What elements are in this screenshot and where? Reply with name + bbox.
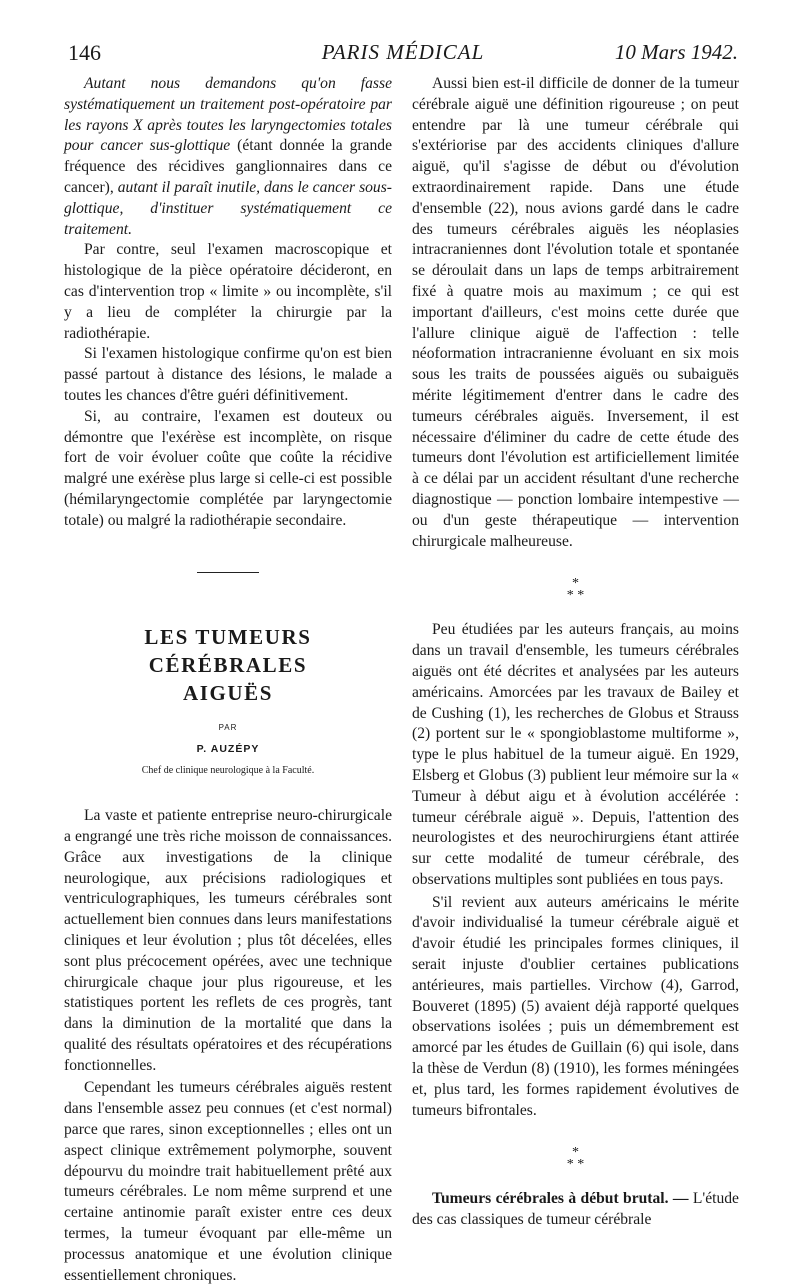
section-heading: Tumeurs cérébrales à début brutal. — xyxy=(432,1190,689,1208)
asterism-bottom: * * xyxy=(566,588,585,604)
article-title-line: AIGUËS xyxy=(182,680,274,705)
paragraph xyxy=(64,74,392,240)
left-column xyxy=(64,74,392,1286)
byline-author: P. AUZÉPY xyxy=(196,742,260,755)
page-number: 146 xyxy=(68,40,101,65)
paragraph: Si, au contraire, l'examen est douteux ou démontre que l'exérèse est incomplète, on risque fort de voir évoluer coûte que coûte la récidive malgré une exérèse plus large si celle-ci est possible (hémilaryngectomie complétée par laryngectomie totale) ou malgré la radiothérapie secondaire. xyxy=(64,407,392,529)
asterism xyxy=(412,578,739,602)
asterism xyxy=(412,1147,739,1171)
asterism-top: * xyxy=(572,576,579,592)
paragraph: La vaste et patiente entreprise neuro-chirurgicale a engrangé une très riche moisson de connaissances. Grâce aux investigations de la clinique neurologique, aux précisions radiologiques et ventriculographiques, les tumeurs cérébrales sont actuellement bien connues dans leurs manifestations cliniques et leur évolution ; plus tôt décelées, elles sont plus précocement opérées, avec une technique chirurgicale chaque jour plus rigoureuse, et les statistiques portent les reflets de ces progrès, tant dans la diminution de la mortalité que dans la qualité des résultats opératoires et des récupérations fonctionnelles. xyxy=(64,807,392,1074)
paragraph: Aussi bien est-il difficile de donner de la tumeur cérébrale aiguë une définition rigoureuse ; on peut entendre par là une tumeur cérébrale qui s'extériorise par des accidents cliniques d'allure aiguë, qu'il s'agisse de début ou d'évolution extraordinairement rapide. Dans une étude d'ensemble (22), nous avions gardé dans le cadre des tumeurs cérébrales aiguës les néoplasies intracraniennes dont l'évolution totale et spontanée se déroulait dans un laps de temps arbitrairement fixé à quatre mois au maximum ; ce qui est important d'ailleurs, c'est moins cette durée que l'allure clinique aiguë de l'affection : telle néoformation intracranienne évoluant en six mois sous les traits de poussées aiguës ou subaiguës mérite légitimement d'entrer dans le cadre des tumeurs cérébrales aiguës. Inversement, il est nécessaire d'éliminer du cadre de cette étude des tumeurs dont l'évolution est artificiellement limitée à ce délai par un accident résultant d'une recherche diagnostique — ponction lombaire intempestive — ou d'un geste thérapeutique — intervention chirurgicale malheureuse. xyxy=(412,75,739,550)
journal-title: PARIS MÉDICAL xyxy=(321,40,485,64)
article-title xyxy=(64,623,392,707)
byline-role: Chef de clinique neurologique à la Faculté. xyxy=(141,765,315,777)
text: L'étude des cas classiques de tumeur cérébrale xyxy=(412,1190,739,1229)
paragraph: Peu étudiées par les auteurs français, au moins dans un travail d'ensemble, les tumeurs cérébrales aiguës ont été décrites et analysées par les auteurs américains. Amorcées par les travaux de Bailey et de Cushing (1), les recherches de Globus et Strauss (2) portent sur le « spongioblastome multiforme », type le plus habituel de la tumeur aiguë. En 1929, Elsberg et Globus (3) publient leur mémoire sur la « Tumeur à début aigu et à évolution accélérée : tumeur cérébrale aiguë ». Depuis, l'attention des neurologistes et des neurochirurgiens étant attirée sur cette modalité de tumeur cérébrale, des observations multiples sont publiées en tous pays. xyxy=(412,621,739,888)
paragraph: Par contre, seul l'examen macroscopique et histologique de la pièce opératoire décideront, en cas d'intervention trop « limite » ou incomplète, s'il y a lieu de compléter la chirurgie par la radiothérapie. xyxy=(64,241,392,342)
italic-text: Autant nous demandons qu'on fasse systématiquement un traitement post-opératoire par les rayons X après toutes les laryngectomies totales pour cancer sus-glottique xyxy=(64,75,392,155)
running-header xyxy=(68,40,738,70)
article-title-line: LES TUMEURS CÉRÉBRALES xyxy=(144,624,312,677)
asterism-top: * xyxy=(572,1145,579,1161)
text: (étant donnée la grande fréquence des récidives ganglionnaires dans ce cancer), xyxy=(64,137,392,196)
issue-date: 10 Mars 1942. xyxy=(614,40,738,64)
article-separator-rule xyxy=(197,572,259,573)
paragraph: Si l'examen histologique confirme qu'on est bien passé partout à distance des lésions, le malade a toutes les chances d'être guéri définitivement. xyxy=(64,345,392,404)
byline-par: PAR xyxy=(218,722,238,732)
asterism-bottom: * * xyxy=(566,1157,585,1173)
right-column xyxy=(412,74,739,1231)
italic-text: autant il paraît inutile, dans le cancer sous-glottique, d'instituer systématiquement ce traitement. xyxy=(64,178,392,238)
paragraph xyxy=(412,1189,739,1231)
paragraph: S'il revient aux auteurs américains le mérite d'avoir individualisé la tumeur cérébrale aiguë et d'avoir étudié les principales formes cliniques, il serait injuste d'oublier certaines publications antérieures, mais partielles. Virchow (4), Garrod, Bouveret (1895) (5) avaient déjà rapporté quelques observations isolées ; puis un démembrement est amorcé par les études de Guillain (6) qui isole, dans la thèse de Verdun (8) (1910), les formes méningées et, plus tard, les formes rapidement évolutives de tumeurs bifrontales. xyxy=(412,893,739,1119)
paragraph: Cependant les tumeurs cérébrales aiguës restent dans l'ensemble assez peu connues (et c'est normal) parce que rares, sinon exceptionnelles ; elles ont un aspect clinique extrêmement polymorphe, souvent dépourvu du moindre trait habituellement prêté aux tumeurs cérébrales. Le nom même surprend et une certaine antinomie paraît exister entre ces deux termes, la tumeur évoquant par elle-même un processus anatomique et une évolution clinique essentiellement chroniques. xyxy=(64,1079,392,1284)
